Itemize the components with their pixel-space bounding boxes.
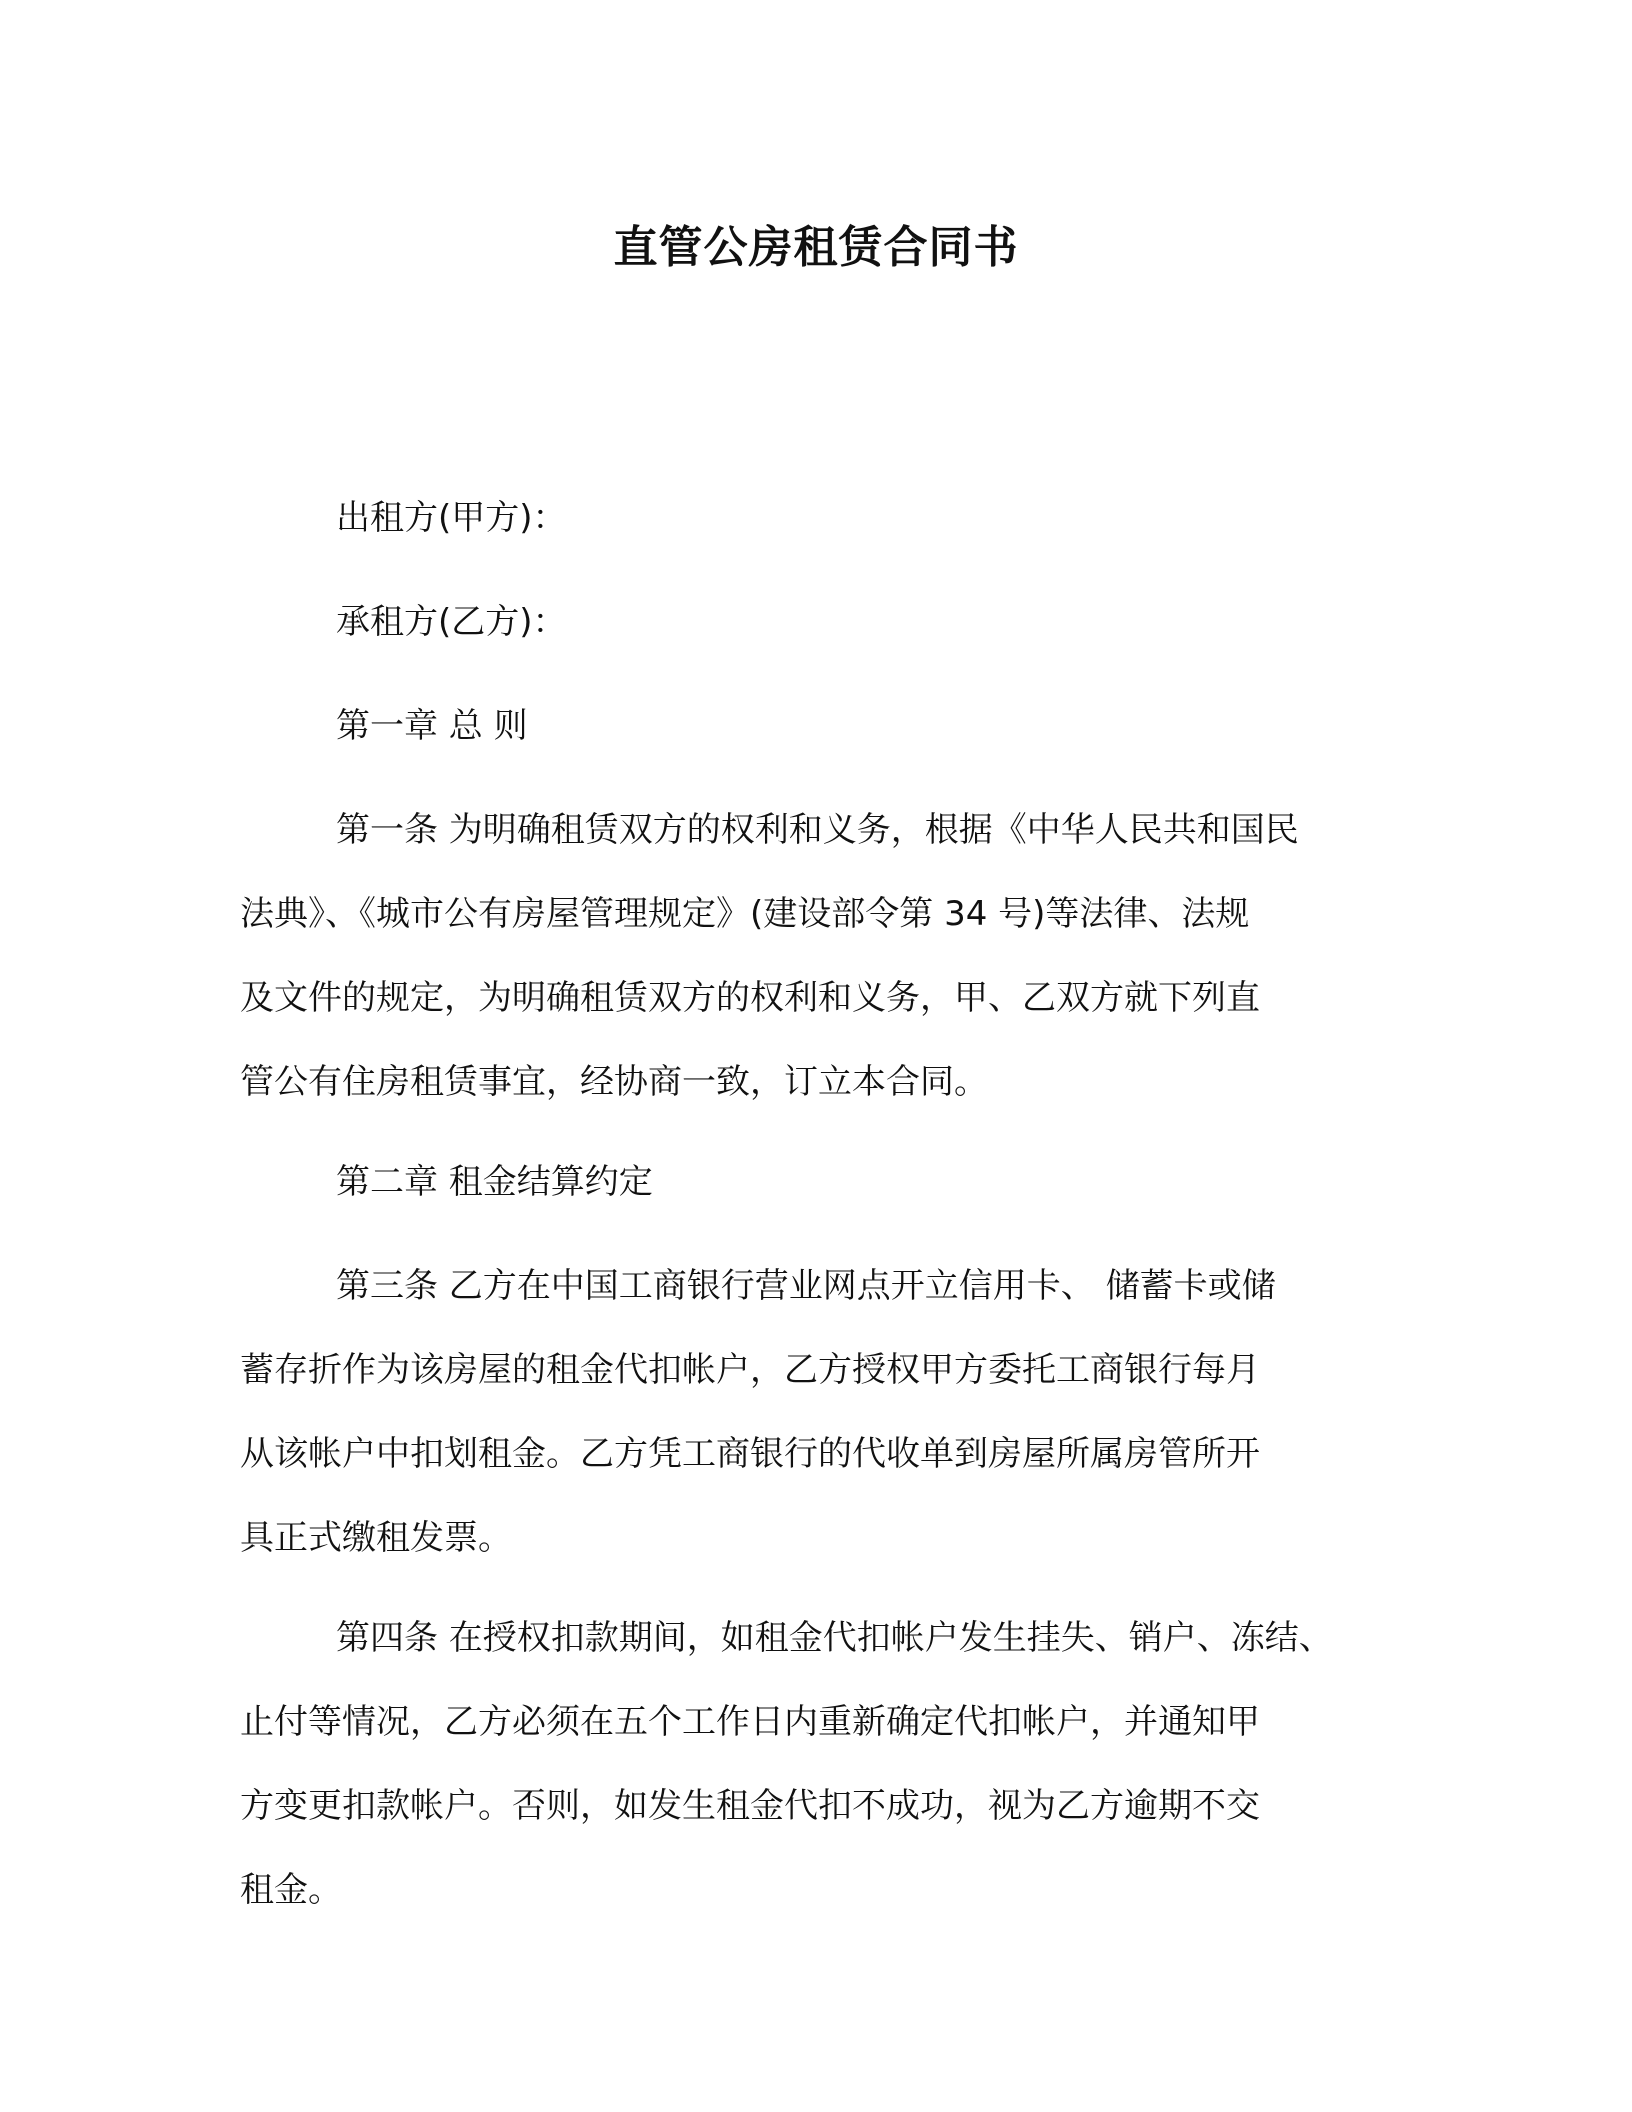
document-body (240, 476, 1412, 1932)
article-line: 管公有住房租赁事宜，经协商一致，订立本合同。 (240, 1062, 988, 1102)
article-line: 从该帐户中扣划租金。乙方凭工商银行的代收单到房屋所属房管所开 (240, 1434, 1260, 1474)
document-title: 直管公房租赁合同书 (613, 222, 1019, 273)
article-line: 法典》、《城市公有房屋管理规定》(建设部令第 34 号)等法律、法规 (240, 894, 1250, 934)
article-line: 具正式缴租发票。 (240, 1518, 512, 1558)
article-line: 第三条 乙方在中国工商银行营业网点开立信用卡、 储蓄卡或储 (336, 1266, 1276, 1306)
article-line: 蓄存折作为该房屋的租金代扣帐户，乙方授权甲方委托工商银行每月 (240, 1350, 1260, 1390)
article-line: 及文件的规定，为明确租赁双方的权利和义务，甲、乙双方就下列直 (240, 978, 1260, 1018)
article-paragraph (240, 788, 1412, 1124)
lessor-label: 出租方(甲方)： (336, 498, 567, 538)
article-line: 第四条 在授权扣款期间，如租金代扣帐户发生挂失、销户、冻结、 (336, 1618, 1333, 1658)
article-line: 第一条 为明确租赁双方的权利和义务，根据《中华人民共和国民 (336, 810, 1299, 850)
lessee-label: 承租方(乙方)： (336, 602, 567, 642)
article-paragraph (240, 1244, 1412, 1580)
article-paragraph (240, 1596, 1412, 1932)
article-line: 方变更扣款帐户。否则，如发生租金代扣不成功，视为乙方逾期不交 (240, 1786, 1260, 1826)
article-line: 止付等情况，乙方必须在五个工作日内重新确定代扣帐户，并通知甲 (240, 1702, 1260, 1742)
chapter-heading: 第一章 总 则 (336, 706, 528, 746)
article-line: 租金。 (240, 1870, 342, 1910)
chapter-heading: 第二章 租金结算约定 (336, 1162, 653, 1202)
